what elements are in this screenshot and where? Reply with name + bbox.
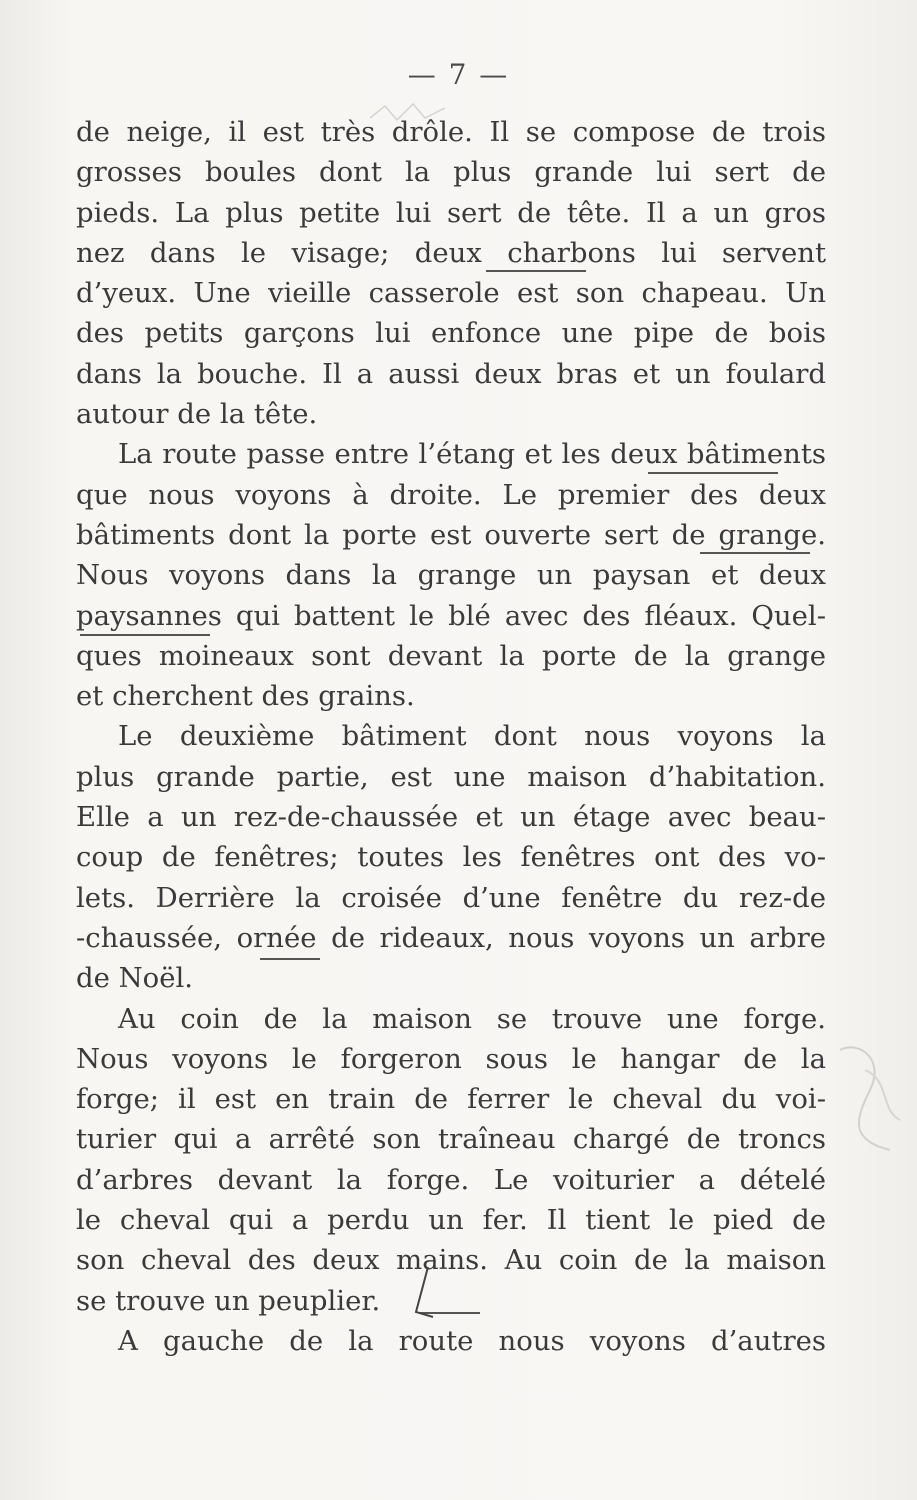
text-line: plus grande partie, est une maison d’habitation. (76, 760, 826, 793)
text-line: pieds. La plus petite lui sert de tête. Il a un gros (76, 196, 826, 229)
text-line: paysannes qui battent le blé avec des fléaux. Quel- (76, 599, 826, 632)
text-line: le cheval qui a perdu un fer. Il tient le pied de (76, 1204, 826, 1237)
text-line: forge; il est en train de ferrer le cheval du voi- (76, 1083, 826, 1116)
text-line: Nous voyons dans la grange un paysan et deux (76, 559, 826, 592)
text-line: lets. Derrière la croisée d’une fenêtre du rez-de (76, 881, 826, 914)
text-line: grosses boules dont la plus grande lui sert de (76, 156, 826, 189)
text-line: son cheval des deux mains. Au coin de la maison (76, 1244, 826, 1277)
pencil-bracket-mark (408, 1262, 438, 1322)
text-line: Nous voyons le forgeron sous le hangar de la (76, 1042, 826, 1075)
body-text (76, 112, 826, 1361)
text-line: bâtiments dont la porte est ouverte sert de grange. (76, 518, 826, 551)
text-line: Elle a un rez-de-chaussée et un étage avec beau- (76, 801, 826, 834)
pencil-underline (648, 472, 778, 474)
text-line: nez dans le visage; deux charbons lui servent (76, 236, 826, 269)
text-line: et cherchent des grains. (76, 680, 415, 713)
pencil-underline (80, 634, 210, 636)
text-line: de Noël. (76, 962, 194, 995)
text-line: turier qui a arrêté son traîneau chargé de troncs (76, 1123, 826, 1156)
text-line: des petits garçons lui enfonce une pipe de bois (76, 317, 826, 350)
text-line: coup de fenêtres; toutes les fenêtres ont des vo- (76, 841, 826, 874)
text-line: d’yeux. Une vieille casserole est son chapeau. Un (76, 277, 826, 310)
page-number: — 7 — (407, 58, 510, 91)
text-line: ques moineaux sont devant la porte de la grange (76, 639, 826, 672)
text-line: d’arbres devant la forge. Le voiturier a dételé (76, 1163, 826, 1196)
text-line: La route passe entre l’étang et les deux bâtiments (118, 438, 826, 471)
text-line: que nous voyons à droite. Le premier des deux (76, 478, 826, 511)
pencil-scribble-margin (830, 1030, 910, 1170)
text-line: Le deuxième bâtiment dont nous voyons la (118, 720, 826, 753)
pencil-underline (700, 552, 810, 554)
text-lines (76, 112, 826, 1361)
text-line: dans la bouche. Il a aussi deux bras et un foulard (76, 357, 826, 390)
text-line: A gauche de la route nous voyons d’autres (118, 1324, 826, 1357)
pencil-underline (486, 270, 586, 272)
pencil-underline (260, 958, 320, 960)
text-line: se trouve un peuplier. (76, 1284, 381, 1317)
text-line: -chaussée, ornée de rideaux, nous voyons un arbre (76, 921, 826, 954)
text-line: autour de la tête. (76, 398, 318, 431)
text-line: Au coin de la maison se trouve une forge. (118, 1002, 826, 1035)
text-line: de neige, il est très drôle. Il se compose de trois (76, 116, 826, 148)
